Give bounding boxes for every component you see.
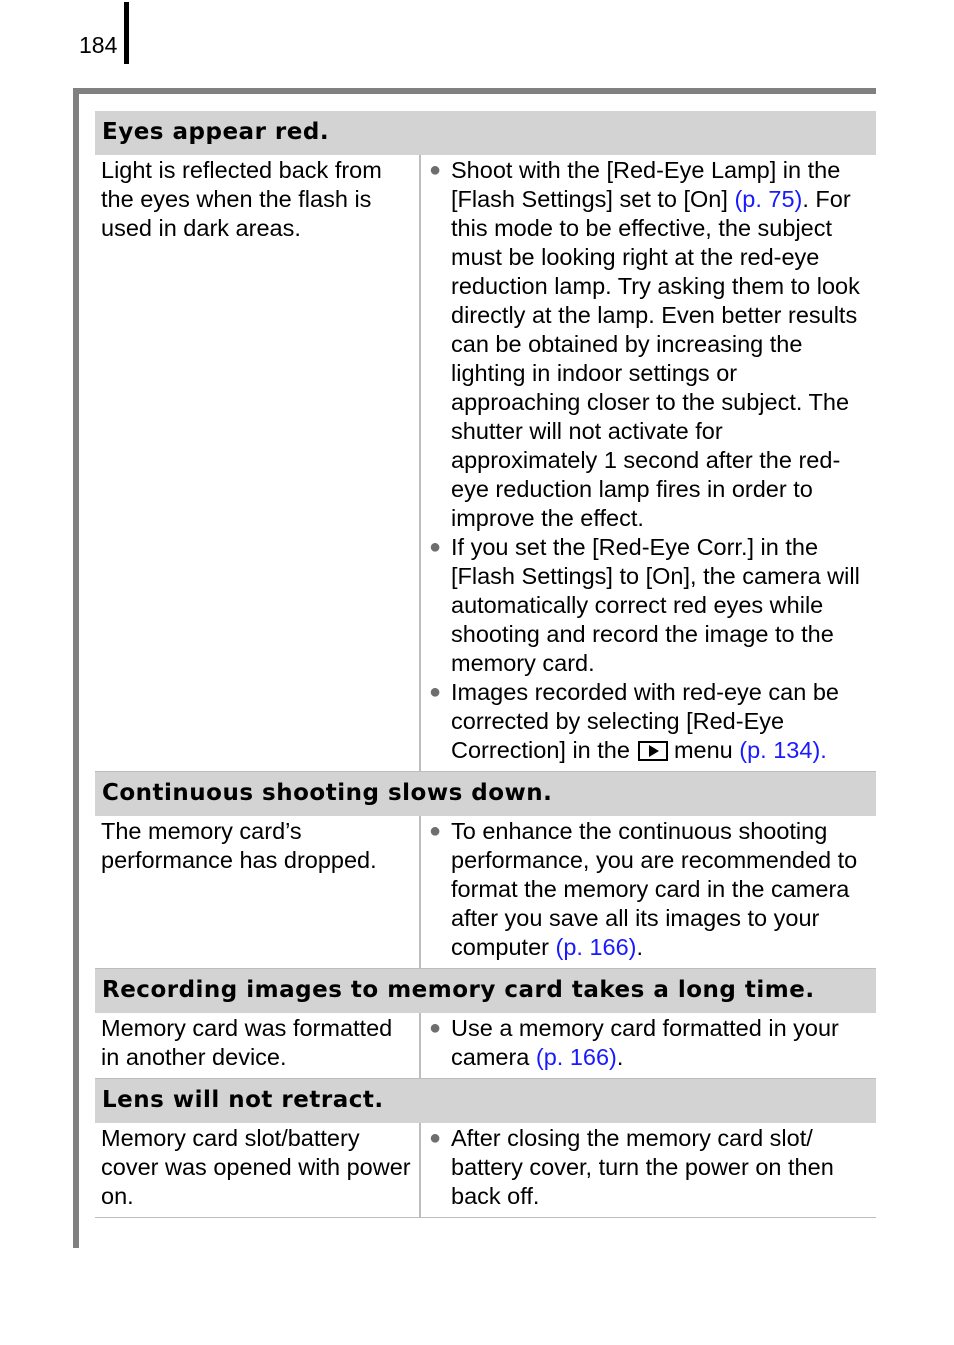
remedy-text [451,1014,868,1072]
remedy-list [421,816,876,968]
bullet-icon: ● [429,1017,442,1039]
frame-top-rule [73,88,876,94]
remedy-text-part: . For this mode to be effective, the subject must be looking right at the red-eye reduction lamp. Try asking them to look directly at the lamp. Even better results can be obtained by increasing the lighting in indoor settings or approaching closer to the subject. The shutter will not activate for approximately 1 second after the red-eye reduction lamp fires in order to improve the effect. [451,186,860,531]
page-number: 184 [79,32,118,58]
section-title: Continuous shooting slows down. [95,772,876,816]
remedy-text-part: Use a memory card formatted in your camera [451,1015,839,1070]
remedy-text: After closing the memory card slot/ battery cover, turn the power on then back off. [451,1125,834,1209]
remedy-item [429,678,868,765]
bullet-icon: ● [429,1127,442,1149]
section-title: Eyes appear red. [95,111,876,155]
bullet-icon: ● [429,681,442,703]
page-link[interactable]: (p. 75) [734,186,803,212]
remedy-text-part: . [820,737,827,763]
remedy-text-part: Shoot with the [Red-Eye Lamp] in the [Flash Settings] set to [On] [451,157,841,212]
remedy-item [429,156,868,533]
remedy-list [421,1013,876,1078]
section-title: Lens will not retract. [95,1079,876,1123]
remedy-list [421,1123,876,1217]
section-body [95,816,876,969]
frame-left-rule [73,88,79,1248]
bullet-icon: ● [429,820,442,842]
remedy-item [429,1124,868,1211]
remedy-item [429,817,868,962]
remedy-text [451,817,868,962]
troubleshooting-table [95,111,876,1218]
remedy-text-part: menu [673,737,740,763]
remedy-list [421,155,876,771]
remedy-text-part: Images recorded with red-eye can be corrected by selecting [Red-Eye Correction] in the [451,679,839,763]
remedy-text-part: To enhance the continuous shooting performance, you are recommended to format the memory card in the camera after you save all its images to your computer [451,818,858,960]
remedy-text [451,156,868,533]
section-body [95,155,876,772]
bullet-icon: ● [429,159,442,181]
cause-text: Memory card slot/battery cover was opened with power on. [95,1123,421,1217]
cause-text: Memory card was formatted in another device. [95,1013,421,1078]
remedy-text: If you set the [Red-Eye Corr.] in the [Flash Settings] to [On], the camera will automatically correct red eyes while shooting and record the image to the memory card. [451,534,860,676]
remedy-text [451,678,868,765]
section-lens-not-retract [95,1079,876,1218]
page-number-bar [124,2,129,64]
section-eyes-red [95,111,876,772]
section-continuous-shooting [95,772,876,969]
bullet-icon: ● [429,536,442,558]
remedy-text-part: . [636,934,644,960]
section-body [95,1013,876,1079]
remedy-item [429,533,868,678]
cause-text: The memory card’s performance has dropped. [95,816,421,968]
page-link[interactable]: (p. 166) [535,1044,617,1070]
section-body [95,1123,876,1218]
remedy-text-part: . [616,1044,624,1070]
section-recording-slow [95,969,876,1079]
cause-text: Light is reflected back from the eyes when the flash is used in dark areas. [95,155,421,771]
section-title: Recording images to memory card takes a long time. [95,969,876,1013]
playback-icon [638,741,668,761]
remedy-item [429,1014,868,1072]
page-link[interactable]: (p. 134) [739,737,821,763]
page-link[interactable]: (p. 166) [555,934,637,960]
